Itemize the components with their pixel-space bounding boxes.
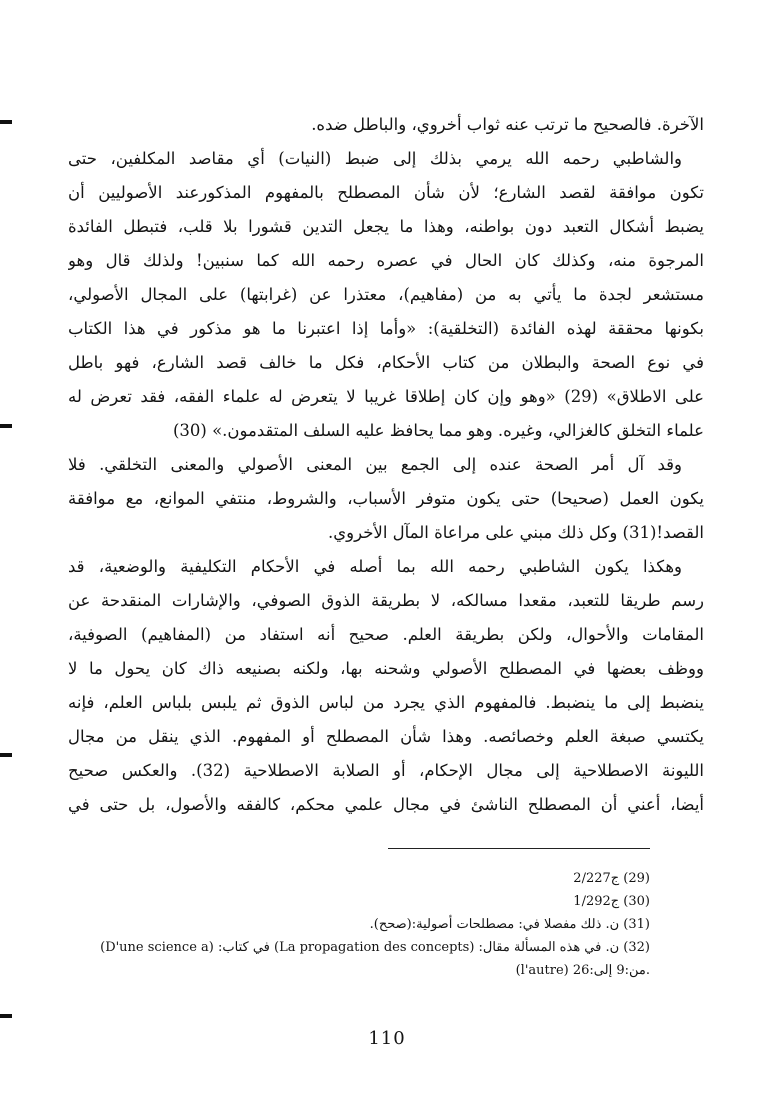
body-line: تكون موافقة لقصد الشارع؛ لأن شأن المصطلح بالمفهوم المذكورعند الأصوليين أن: [68, 183, 704, 202]
body-line: في نوع الصحة والبطلان من كتاب الأحكام، فكل ما خالف قصد الشارع، فهو باطل: [68, 353, 704, 372]
footnote: (31) ن. ذلك مفصلا في: مصطلحات أصولية:(صحح).: [369, 917, 650, 932]
margin-mark: [0, 424, 12, 428]
body-line: الليونة الاصطلاحية إلى مجال الإحكام، أو الصلابة الاصطلاحية (32). والعكس صحيح: [68, 761, 704, 780]
body-line: يضبط أشكال التعبد دون بواطنه، وهذا ما يجعل التدين قشورا بلا قلب، فتبطل الفائدة: [68, 217, 704, 236]
body-line: مستشعر لجدة ما يأتي به من (مفاهيم)، معتذرا عن (غرابتها) على المجال الأصولي،: [68, 285, 704, 304]
footnote: (32) ن. في هذه المسألة مقال: (La propagation des concepts) في كتاب: (D'une science a): [100, 940, 650, 955]
footnote: (30) ج1/292: [573, 894, 650, 909]
body-line: على الاطلاق» (29) «وهو وإن كان إطلاقا غريبا لا يتعرض له علماء الفقه، فقد تعرض له: [68, 387, 704, 406]
body-line: يكتسي صبغة العلم وخصائصه. وهذا شأن المصطلح أو المفهوم. الذي ينقل من مجال: [68, 727, 704, 746]
body-line: رسم طريقا للتعبد، مقعدا مسالكه، لا بطريقة الذوق الصوفي، والإشارات المنقدحة عن: [68, 591, 704, 610]
body-line: ووظف بعضها في المصطلح الأصولي وشحنه بها، ولكنه بصنيعه ذاك كان يحول ما لا: [68, 659, 704, 678]
footnote-divider: [388, 848, 650, 849]
body-line: ينضبط إلى ما ينضبط. فالمفهوم الذي يجرد من لباس الذوق ثم يلبس بلباس العلم، فإنه: [68, 693, 704, 712]
body-line: وقد آل أمر الصحة عنده إلى الجمع بين المعنى الأصولي والمعنى التخلقي. فلا: [68, 455, 682, 474]
margin-mark: [0, 753, 12, 757]
body-line: الآخرة. فالصحيح ما ترتب عنه ثواب أخروي، والباطل ضده.: [311, 115, 704, 134]
body-line: أيضا، أعني أن المصطلح الناشئ في مجال علمي محكم، كالفقه والأصول، بل حتى في: [68, 795, 704, 814]
body-line: القصد!(31) وكل ذلك مبني على مراعاة المآل الأخروي.: [328, 523, 704, 542]
footnote: (29) ج2/227: [573, 871, 650, 886]
page-number: 110: [368, 1028, 406, 1049]
margin-mark: [0, 1014, 12, 1018]
body-line: وهكذا يكون الشاطبي رحمه الله بما أصله في الأحكام التكليفية والوضعية، قد: [68, 557, 682, 576]
body-line: المقامات والأحوال، ولكن بطريقة العلم. صحيح أنه استفاد من (المفاهيم) الصوفية،: [68, 625, 704, 644]
margin-mark: [0, 120, 12, 124]
body-line: المرجوة منه، وكذلك كان الحال في عصره رحمه الله كما سنبين! ولذلك قال وهو: [68, 251, 704, 270]
body-line: علماء التخلق كالغزالي، وغيره. وهو مما يحافظ عليه السلف المتقدمون.» (30): [172, 421, 704, 440]
footnote: (l'autre) من:9 إلى:26.: [515, 963, 650, 978]
body-line: بكونها محققة لهذه الفائدة (التخلقية): «وأما إذا اعتبرنا ما هو مذكور في هذا الكتاب: [68, 319, 704, 338]
body-line: والشاطبي رحمه الله يرمي بذلك إلى ضبط (النيات) أي مقاصد المكلفين، حتى: [68, 149, 682, 168]
body-line: يكون العمل (صحيحا) حتى يكون متوفر الأسباب، والشروط، منتفي الموانع، مع موافقة: [68, 489, 704, 508]
